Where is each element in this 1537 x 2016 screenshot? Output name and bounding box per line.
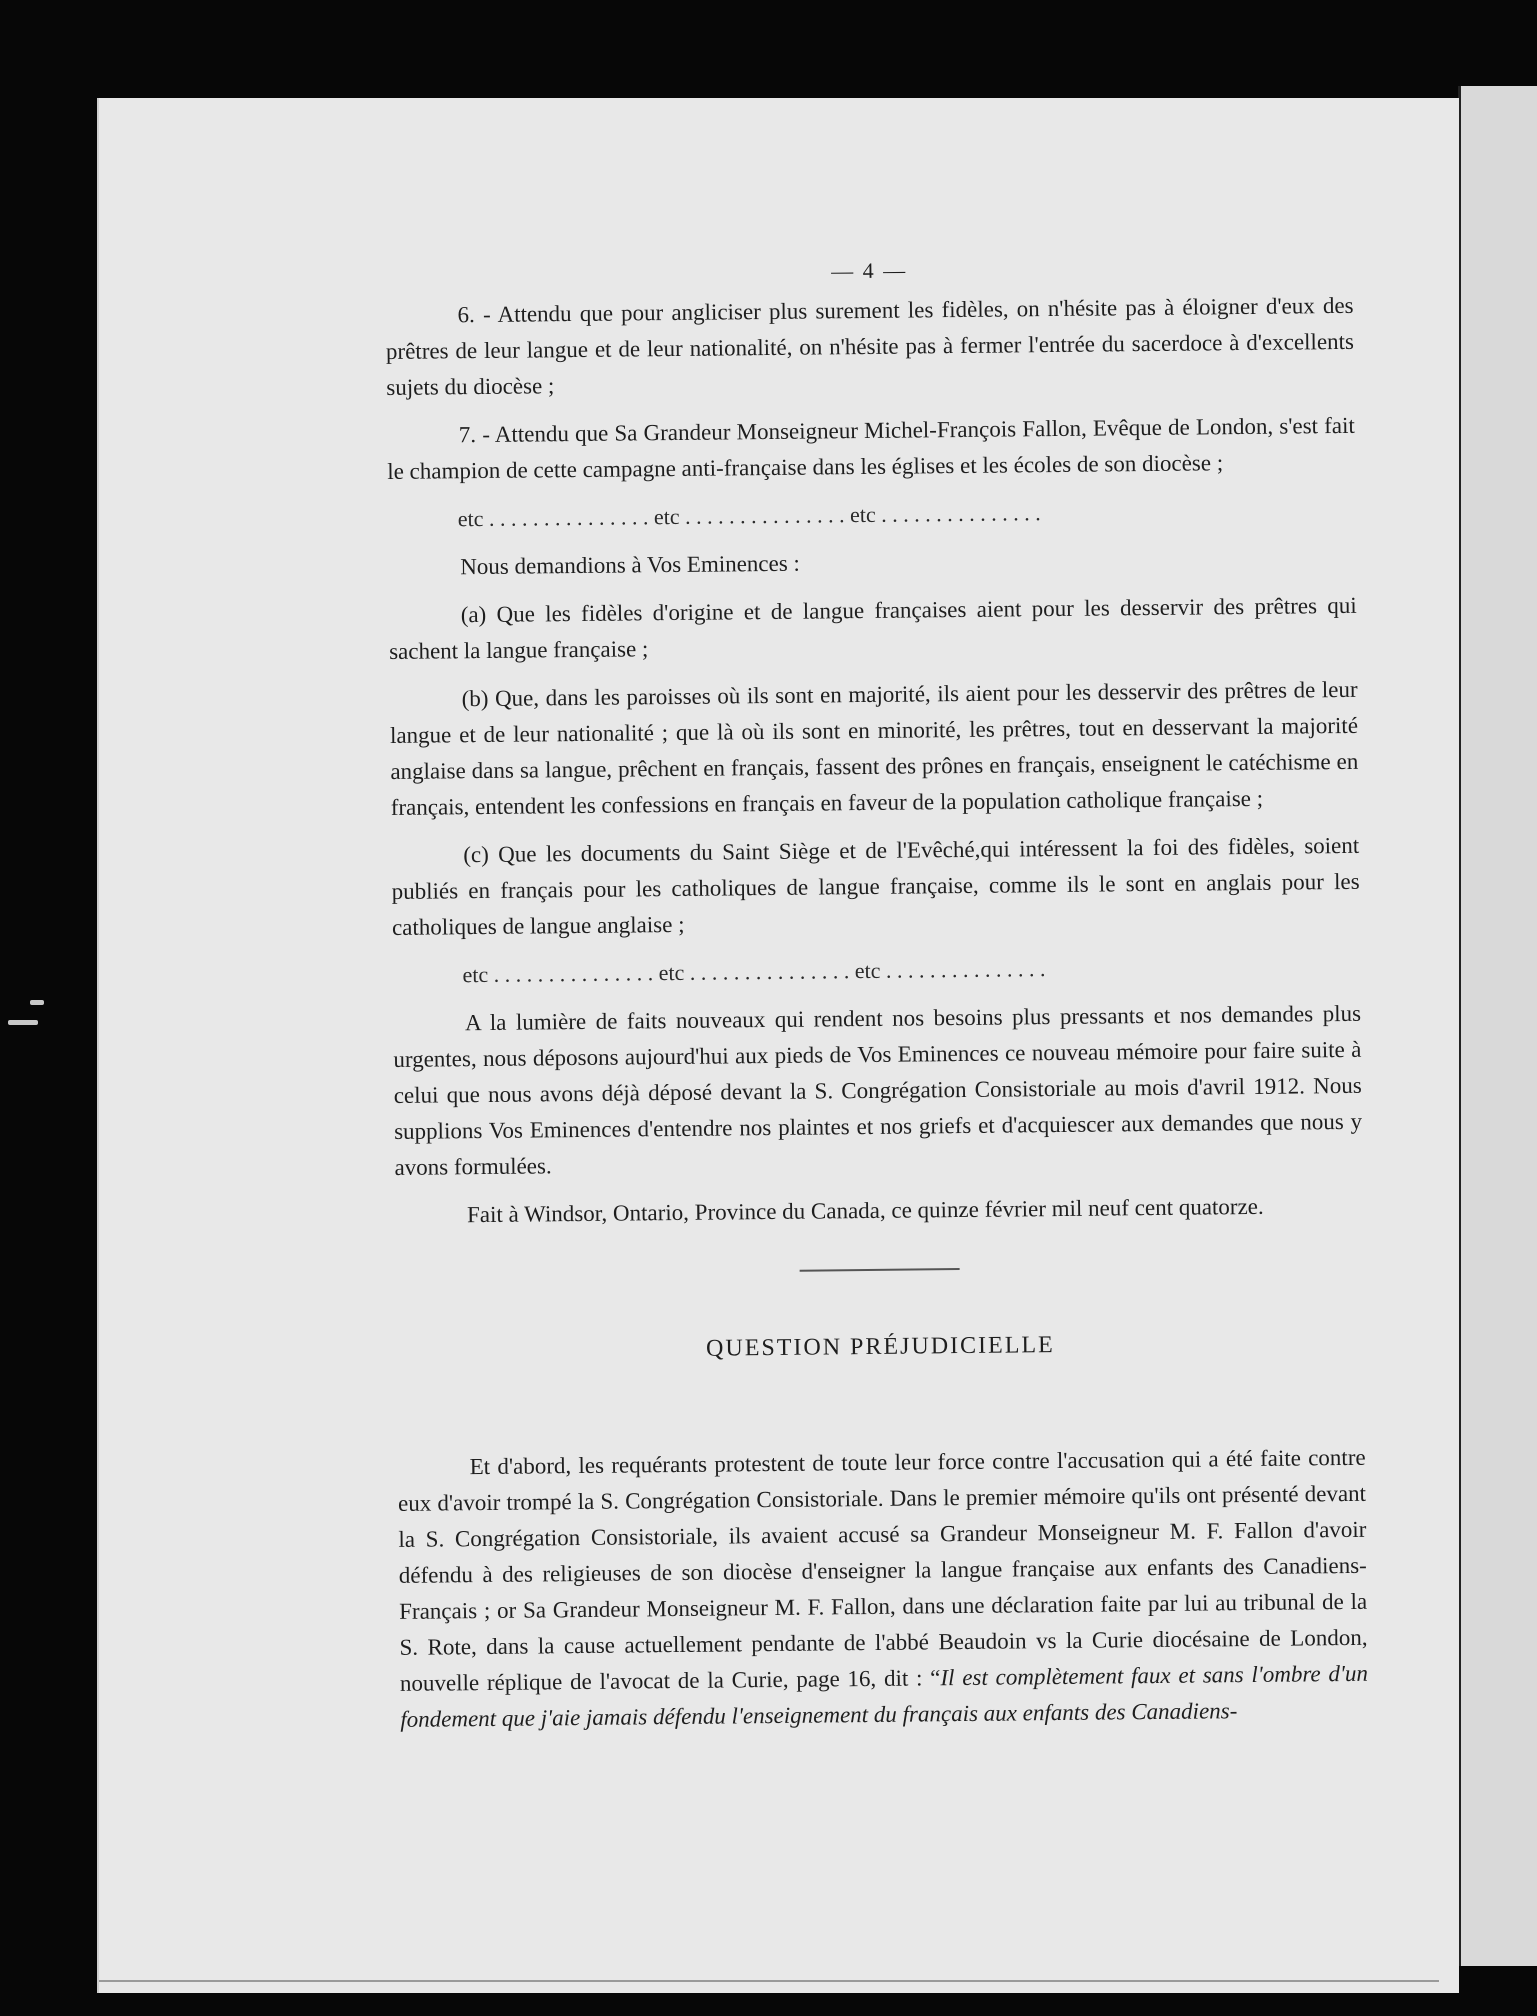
- closing-paragraph: A la lumière de faits nouveaux qui rendent nos besoins plus pressants et nos demandes plus urgentes, nous déposons aujourd'hui aux pieds de Vos Eminences ce nouveau mémoire pour faire suite à celui que nous avons déjà déposé devant la S. Congrégation Consistoriale au mois d'avril 1912. Nous supplions Vos Eminences d'entendre nos plaintes et nos griefs et d'acquiescer aux demandes que nous y avons formulées.: [393, 1000, 1363, 1180]
- document-text: [385, 248, 1369, 1750]
- section-heading: QUESTION PRÉJUDICIELLE: [705, 1332, 1055, 1362]
- final-paragraph-quote: Il est complètement faux et sans l'ombre d'un fondement que j'aie jamais défendu l'enseignement du français aux enfants des Canadiens-: [400, 1660, 1369, 1732]
- etc-line-2: etc . . . . . . . . . . . . . . . etc . . . . . . . . . . . . . . . etc . . . . . . . . . . . . . . .: [462, 956, 1046, 988]
- signature-line: Fait à Windsor, Ontario, Province du Canada, ce quinze février mil neuf cent quatorze.: [466, 1193, 1264, 1228]
- demand-b: (b) Que, dans les paroisses où ils sont en majorité, ils aient pour les desservir des prêtres de leur langue et de leur nationalité ; que là où ils sont en minorité, les prêtres, tout en desservant la majorité anglaise dans sa langue, prêchent en français, fassent des prônes en français, enseignent le catéchisme en français, entendent les confessions en français en faveur de la population catholique française ;: [389, 676, 1359, 820]
- demand-a: (a) Que les fidèles d'origine et de langue françaises aient pour les desservir des prêtres qui sachent la langue française ;: [388, 592, 1357, 664]
- final-paragraph: [397, 1440, 1368, 1738]
- demand-c: (c) Que les documents du Saint Siège et de l'Evêché,qui intéressent la foi des fidèles, soient publiés en français pour les catholiques de langue française, comme ils le sont en anglais pour les catholiques de langue anglaise ;: [391, 832, 1360, 940]
- adjacent-page-edge: [1458, 86, 1537, 1966]
- scan-artifact: [8, 1020, 38, 1025]
- demand-intro: Nous demandions à Vos Eminences :: [460, 550, 801, 580]
- section-divider: [800, 1268, 960, 1272]
- etc-line-1: etc . . . . . . . . . . . . . . . etc . . . . . . . . . . . . . . . etc . . . . . . . . . . . . . . .: [457, 500, 1041, 532]
- page-number: — 4 —: [831, 257, 908, 284]
- page-stack-edge: [99, 1980, 1439, 1982]
- scan-artifact: [30, 1000, 44, 1005]
- paragraph-6: 6. - Attendu que pour angliciser plus surement les fidèles, on n'hésite pas à éloigner d'eux des prêtres de leur langue et de leur nationalité, on n'hésite pas à fermer l'entrée du sacerdoce à d'excellents sujets du diocèse ;: [385, 292, 1355, 400]
- paragraph-7: 7. - Attendu que Sa Grandeur Monseigneur Michel-François Fallon, Evêque de London, s'est fait le champion de cette campagne anti-française dans les églises et les écoles de son diocèse ;: [387, 412, 1355, 484]
- final-paragraph-text: Et d'abord, les requérants protestent de toute leur force contre l'accusation qui a été faite contre eux d'avoir trompé la S. Congrégation Consistoriale. Dans le premier mémoire qu'ils ont présenté devant la S. Congrégation Consistoriale, ils avaient accusé sa Grandeur Monseigneur M. F. Fallon d'avoir défendu à des religieuses de son diocèse d'enseigner la langue française aux enfants des Canadiens-Français ; or Sa Grandeur Monseigneur M. F. Fallon, dans une déclaration faite par lui au tribunal de la S. Rote, dans la cause actuellement pendante de l'abbé Beaudoin vs la Curie diocésaine de London, nouvelle réplique de l'avocat de la Curie, page 16, dit : “: [397, 1444, 1368, 1696]
